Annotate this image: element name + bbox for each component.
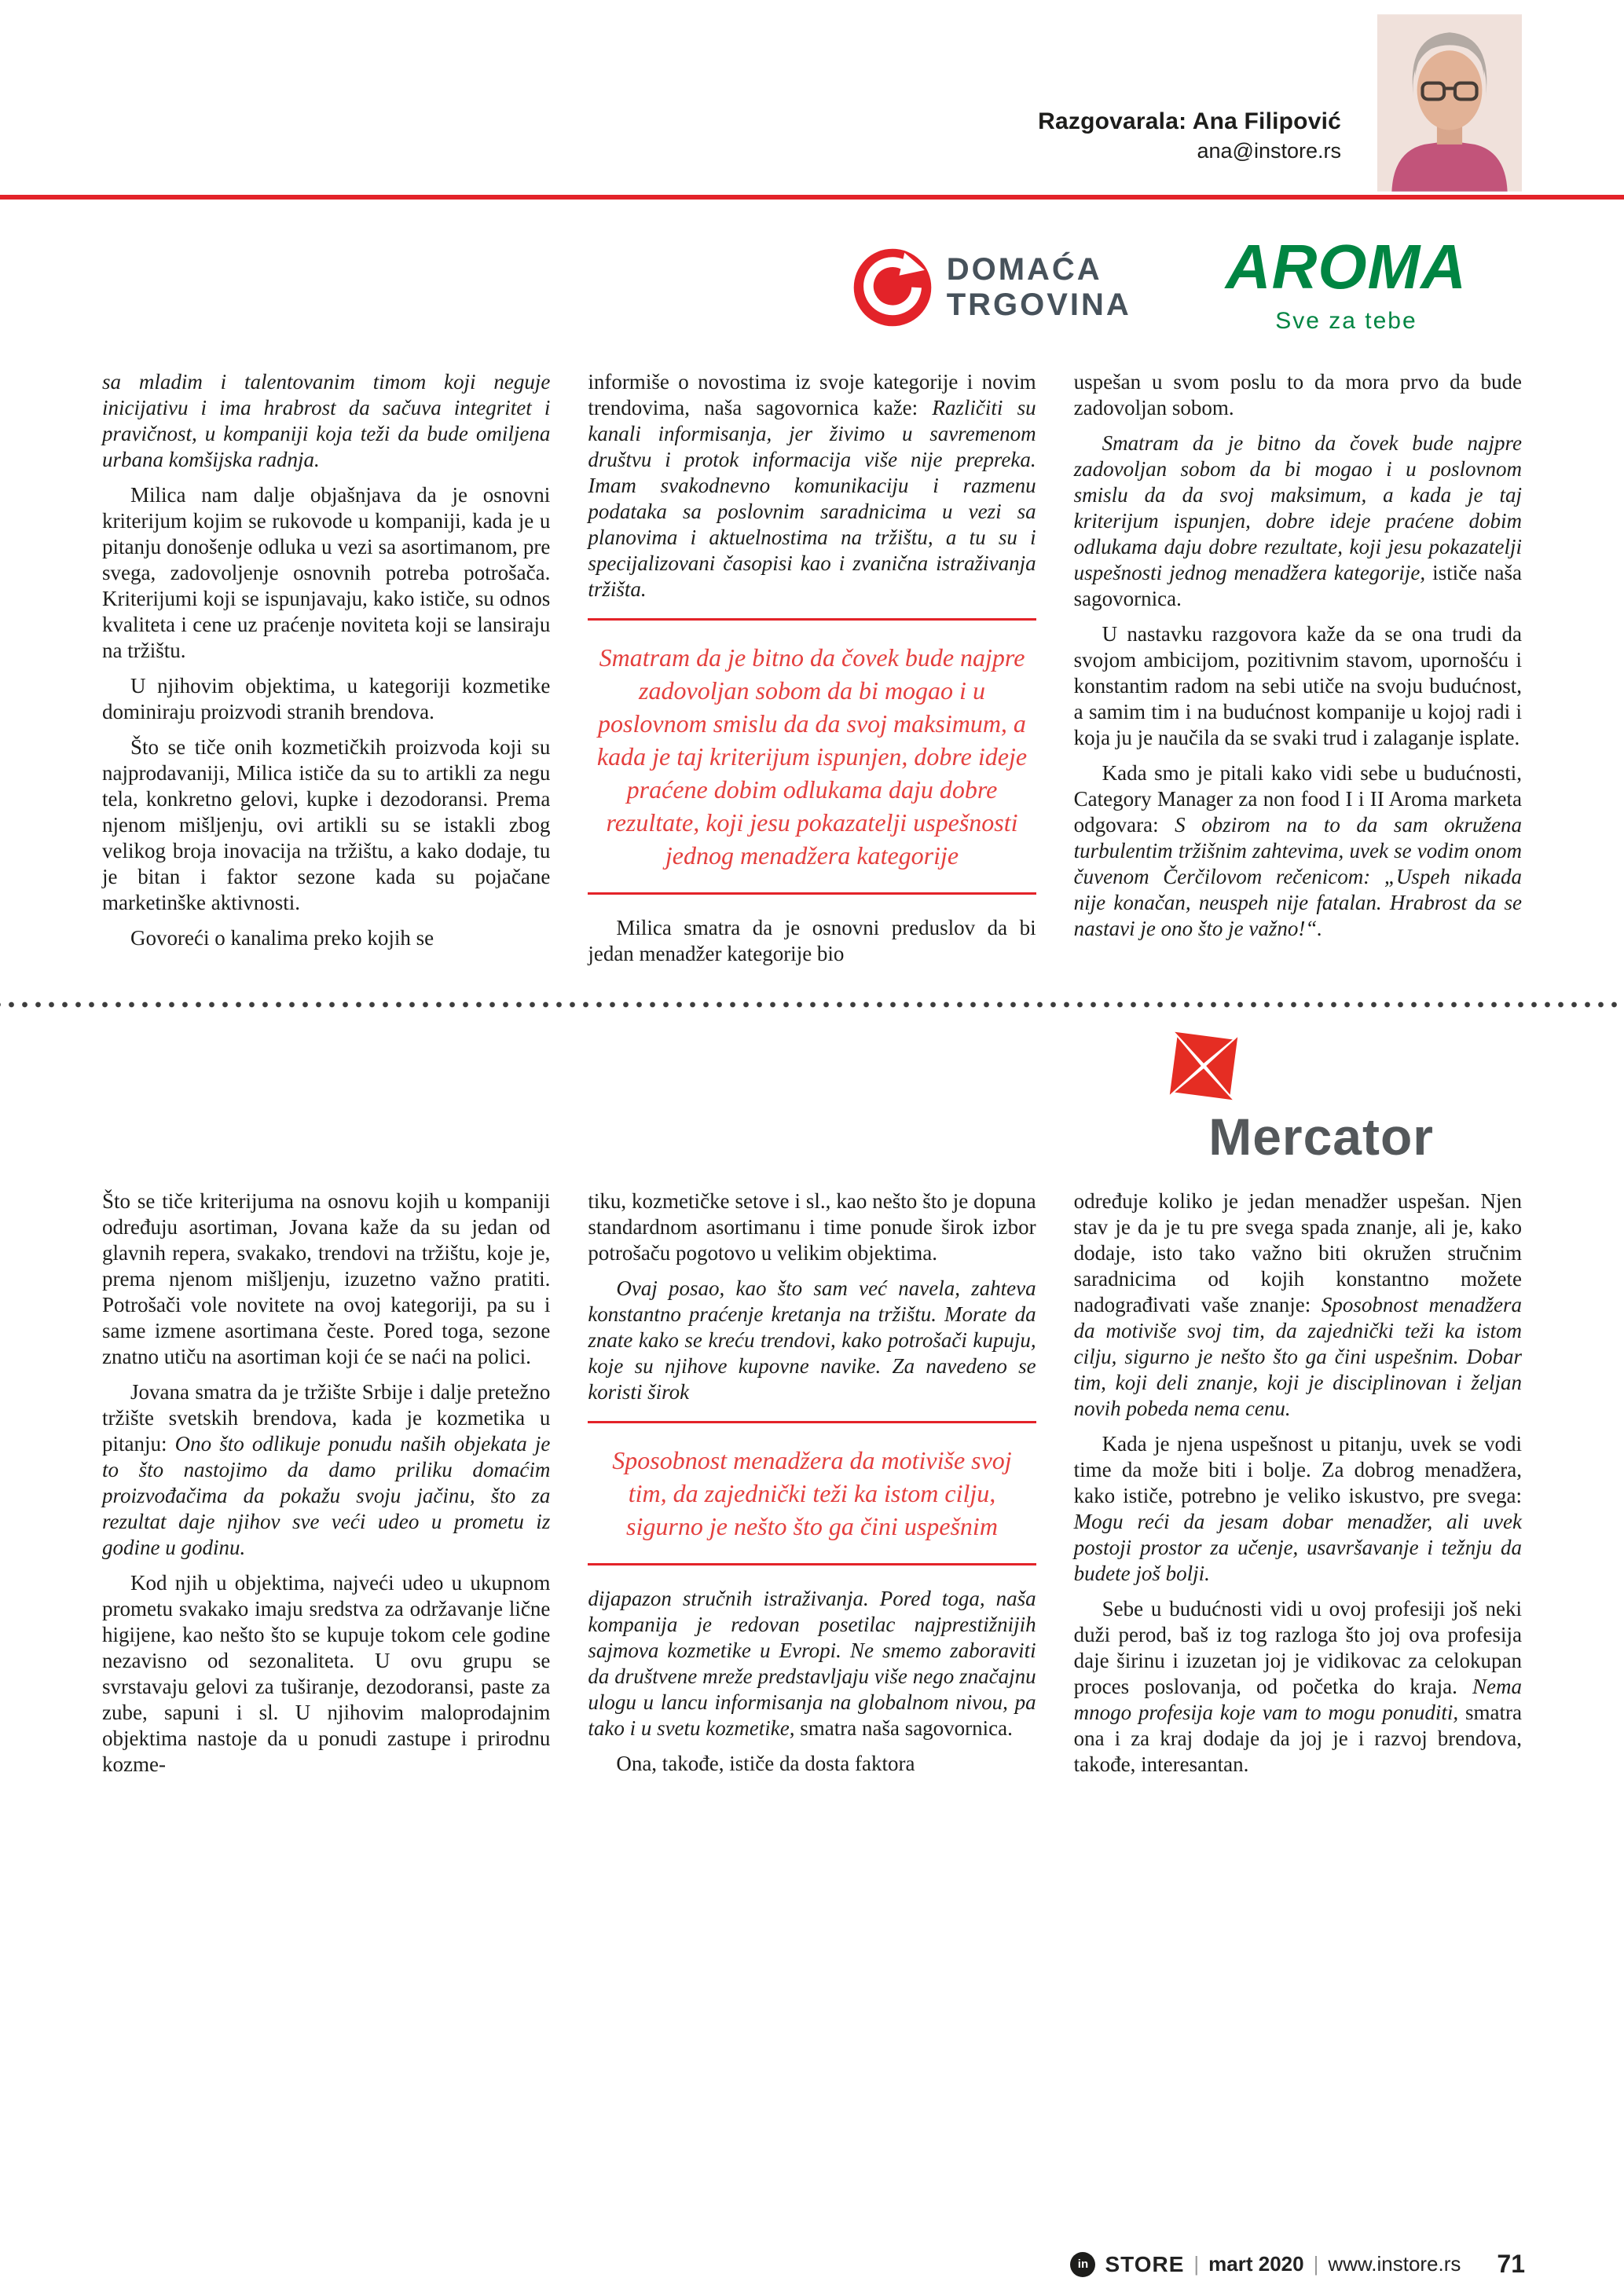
text-run: Govoreći o kanalima preko kojih se [130, 926, 434, 950]
brand-logos-row [852, 232, 1467, 339]
text-run: Ovaj posao, kao što sam već navela, zahteva konstantno praćenje kretanja na tržištu. Morate da znate kako se kreću trendovi, kako potrošači kupuju, koje su njihove kupovne navike. Za navedeno se koristi širok [588, 1276, 1036, 1404]
paragraph [588, 1276, 1036, 1405]
paragraph [102, 925, 550, 951]
domaca-trgovina-logo [852, 247, 1131, 328]
text-run: uspešan u svom poslu to da mora prvo da bude zadovoljan sobom. [1073, 370, 1522, 419]
author-photo [1377, 14, 1522, 192]
paragraph [588, 1586, 1036, 1741]
text-run: Ono što odlikuje ponudu naših objekata je to što nastojimo da damo priliku domaćim proizvođačima da pokažu svoju jačinu, što za rezultat daje njihov sve veći udeo u prometu iz godine u godinu. [102, 1432, 551, 1559]
domaca-trgovina-icon [852, 247, 933, 328]
text-run: U nastavku razgovora kaže da se ona trudi da svojom ambicijom, pozitivnim stavom, upornošću i konstantim radom na sebi utiče na svoju budućnost, a samim tim i na budućnost kompanije u kojoj radi i koja ju je naučila da se svaki trud i zalaganje isplate. [1073, 622, 1522, 749]
text-run: Sebe u budućnosti vidi u ovoj profesiji još neki duži perod, baš iz tog razloga što joj ova profesija daje širinu i izuzetan joj je vidikovac za celokupan proces poslovanja, od početka do kraja. [1073, 1597, 1522, 1698]
text-column-1 [102, 369, 550, 976]
byline: Razgovarala: Ana Filipović [1038, 108, 1341, 134]
paragraph [1074, 369, 1522, 421]
text-run: Ona, takođe, ističe da dosta faktora [616, 1752, 915, 1775]
paragraph [588, 1751, 1036, 1777]
paragraph [1074, 1596, 1522, 1778]
text-run: ističe naša sagovornica. [1073, 561, 1522, 610]
paragraph [1074, 760, 1522, 942]
text-run: Kada smo je pitali kako vidi sebe u budućnosti, Category Manager za non food I i II Aroma marketa odgovara: [1073, 761, 1522, 837]
text-run: Smatram da je bitno da čovek bude najpre zadovoljan sobom da bi mogao i u poslovnom smislu da da svoj maksimum, a kada je taj kriterijum ispunjen, dobre ideje praćene dobim odlukama daju dobre rezultate, koji jesu pokazatelji uspešnosti jednog menadžera kategorije, [1073, 431, 1522, 584]
footer-brand: STORE [1105, 2251, 1185, 2276]
text-column-2 [588, 369, 1036, 976]
text-column-4 [102, 1188, 550, 1787]
page-header [102, 0, 1522, 195]
aroma-logo [1225, 232, 1467, 339]
dotted-divider [0, 1002, 1624, 1008]
text-run: tiku, kozmetičke setove i sl., kao nešto što je dopuna standardnom asortimanu i time ponude širok izbor potrošaču pogotovo u velikim objektima. [588, 1189, 1036, 1265]
text-run: Jovana smatra da je tržište Srbije i dalje pretežno tržište svetskih brendova, kada je kozmetika u pitanju: [102, 1380, 551, 1456]
text-run: Milica nam dalje objašnjava da je osnovni kriterijum kojim se rukovode u kompaniji, kada je u pitanju donošenje odluka u vezi sa asortimanom, pre svega, zadovoljenje osnovnih potreba potrošača. Kriterijumi koji se ispunjavaju, kako ističe, su odnos kvaliteta i cene uz praćenje noviteta koji se lansiraju na tržištu. [102, 483, 551, 662]
text-run: sa mladim i talentovanim timom koji neguje inicijativu i ima hrabrost da sačuva integritet i pravičnost, u kompaniji koja teži da bude omiljena urbana komšijska radnja. [102, 370, 551, 471]
text-run: Milica smatra da je osnovni preduslov da bi jedan menadžer kategorije bio [588, 916, 1036, 965]
article-bottom-section [102, 1188, 1522, 1787]
page-number: 71 [1497, 2250, 1525, 2278]
paragraph [102, 673, 550, 725]
footer-website: www.instore.rs [1328, 2252, 1461, 2276]
text-run: određuje koliko je jedan menadžer uspešan. Njen stav je da je tu pre svega spada znanje, ali je, kako dodaje, isto tako važno biti okružen stručnim saradnicima od kojih konstantno možete nadograđivati vaše znanje: [1073, 1189, 1522, 1316]
paragraph [102, 1379, 550, 1561]
text-run: Mogu reći da jesam dobar menadžer, ali uvek postoji prostor za učenje, usavršavanje i težnju da budete još bolji. [1073, 1510, 1522, 1585]
paragraph [1074, 621, 1522, 751]
paragraph [102, 1188, 550, 1370]
author-email: ana@instore.rs [1197, 139, 1341, 163]
paragraph [102, 369, 550, 473]
paragraph [588, 915, 1036, 967]
paragraph [102, 734, 550, 916]
paragraph [1074, 430, 1522, 612]
mercator-logo [1157, 1028, 1434, 1166]
text-run: Smatram da je bitno da čovek bude najpre zadovoljan sobom da bi mogao i u poslovnom smislu da da svoj maksimum, a kada je taj kriterijum ispunjen, dobre ideje praćene dobim odlukama daju dobre rezultate, koji jesu pokazatelji uspešnosti jednog menadžera kategorije [596, 643, 1028, 870]
paragraph [588, 1188, 1036, 1266]
article-top-section [102, 369, 1522, 976]
byline-block [1038, 108, 1341, 163]
aroma-wordmark: AROMA [1225, 232, 1467, 302]
text-run: informiše o novostima iz svoje kategorije i novim trendovima, naša sagovornica kaže: [588, 370, 1036, 419]
pull-quote [588, 618, 1036, 895]
text-run: Kada je njena uspešnost u pitanju, uvek se vodi time da može biti i bolje. Za dobrog menadžera, kako ističe, potrebno je veliko iskustvo, pre svega: [1073, 1432, 1522, 1507]
text-run: S obzirom na to da sam okružena turbulentim tržišnim zahtevima, uvek se vodim onom čuvenom Čerčilovom rečenicom: „Uspeh nikada nije konačan, neuspeh nije fatalan. Hrabrost da se nastavi je ono što je važno!“. [1073, 813, 1522, 940]
author-photo-image [1377, 14, 1522, 192]
footer-separator: | [1313, 2252, 1319, 2276]
footer-issue: mart 2020 [1208, 2252, 1304, 2276]
instore-badge-icon: in [1070, 2252, 1095, 2277]
text-run: Sposobnost menadžera da motiviše svoj tim, da zajednički teži ka istom cilju, sigurno je nešto što ga čini uspešnim. Dobar tim, koji deli znanje, koji je disciplinovan i željan novih pobeda nema cenu. [1073, 1293, 1522, 1420]
text-run: Sposobnost menadžera da motiviše svoj tim, da zajednički teži ka istom cilju, sigurno je nešto što ga čini uspešnim [612, 1446, 1012, 1540]
domaca-wordmark-line1: DOMAĆA [946, 252, 1102, 287]
text-run: Različiti su kanali informisanja, jer živimo u savremenom društvu i protok informacija više nije prepreka. Imam svakodnevno komunikaciju i razmenu podataka sa poslovnim saradnicima u vezi sa planovima i aktuelnostima na tržištu, a tu su i specijalizovani časopisi kao i zvanična istraživanja tržišta. [588, 396, 1036, 601]
footer-separator: | [1193, 2252, 1200, 2276]
paragraph [588, 369, 1036, 602]
text-run: Što se tiče onih kozmetičkih proizvoda koji su najprodavaniji, Milica ističe da su to artikli za negu tela, konkretno gelovi, kupke i dezodoransi. Prema njenom mišljenju, ovi artikli su se istakli zbog velikog broja inovacija na tržištu, a kako dodaje, tu je bitan i faktor sezone kada su pojačane marketinške aktivnosti. [102, 735, 551, 914]
text-column-6 [1074, 1188, 1522, 1787]
page-footer [102, 2245, 1525, 2279]
text-run: Nema mnogo profesija koje vam to mogu ponuditi, [1073, 1675, 1522, 1724]
mercator-icon [1157, 1028, 1434, 1104]
text-run: U njihovim objektima, u kategoriji kozmetike dominiraju proizvodi stranih brendova. [102, 674, 551, 723]
text-column-3 [1074, 369, 1522, 976]
mercator-wordmark: Mercator [1208, 1108, 1434, 1166]
text-run: smatra ona i za kraj dodaje da joj je i razvoj brendova, takođe, interesantan. [1073, 1701, 1522, 1776]
paragraph [102, 1570, 550, 1778]
domaca-trgovina-wordmark [947, 252, 1131, 323]
text-run: dijapazon stručnih istraživanja. Pored toga, naša kompanija je redovan posetilac najprestižnijih sajmova kozmetike u Evropi. Ne smemo zaboraviti da društvene mreže predstavljaju više nego značajnu ulogu u lancu informisanja na globalnom nivou, pa tako i u svetu kozmetike, [588, 1587, 1036, 1740]
paragraph [1074, 1188, 1522, 1422]
pull-quote [588, 1421, 1036, 1565]
text-run: Što se tiče kriterijuma na osnovu kojih u kompaniji određuju asortiman, Jovana kaže da su jedan od glavnih repera, svakako, trendovi na tržištu, koje je, prema njenom mišljenju, izuzetno važno pratiti. Potrošači vole novitete na ovoj kategoriji, pa su i same izmene asortimana česte. Pored toga, sezone znatno utiču na asortiman koji će se naći na polici. [102, 1189, 551, 1368]
paragraph [102, 482, 550, 664]
paragraph [1074, 1431, 1522, 1587]
text-run: Kod njih u objektima, najveći udeo u ukupnom prometu svakako imaju sredstva za održavanje lične higijene, kao nešto što se kupuje tokom cele godine nezavisno od sezonaliteta. U ovu grupu se svrstavaju gelovi za tuširanje, dezodoransi, paste za zube, sapuni i sl. U njihovim maloprodajnim objektima nastoje da u ponudi zastupe i prirodnu kozme- [102, 1571, 551, 1776]
text-run: smatra naša sagovornica. [800, 1716, 1013, 1740]
text-column-5 [588, 1188, 1036, 1787]
red-divider [0, 195, 1624, 200]
domaca-wordmark-line2: TRGOVINA [946, 287, 1131, 322]
aroma-tagline: Sve za tebe [1275, 308, 1417, 334]
